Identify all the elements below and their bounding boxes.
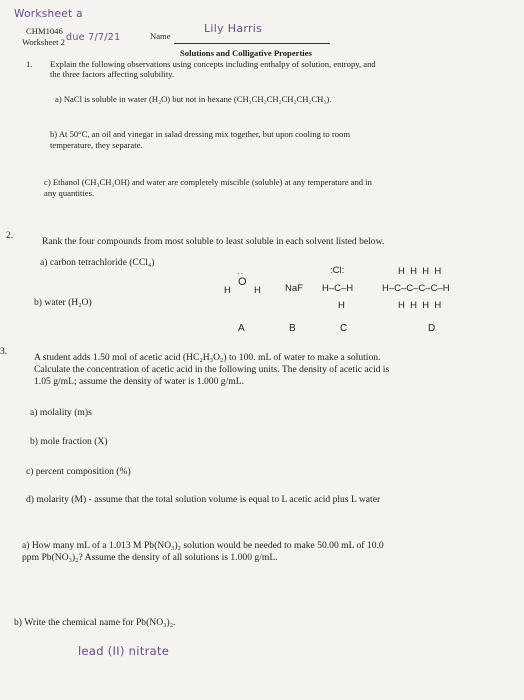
q4-part-a-line2: ppm Pb(NO₃)₂? Assume the density of all solutions is 1.000 g/mL. xyxy=(22,552,278,563)
butane-bottom-row: H H H H xyxy=(398,300,442,311)
q2-part-a: a) carbon tetrachloride (CCl₄) xyxy=(40,257,155,268)
ccl-bottom-hydrogen: H xyxy=(338,300,345,311)
compound-label-c: C xyxy=(340,323,348,334)
handwritten-due-date: due 7/7/21 xyxy=(66,32,121,43)
oxygen-lone-pair-top: ·· xyxy=(237,269,245,278)
handwritten-name: Lily Harris xyxy=(204,22,263,35)
worksheet-number: Worksheet 2 xyxy=(22,37,65,47)
q2-prompt: Rank the four compounds from most soluble to least soluble in each solvent listed below. xyxy=(42,236,385,247)
q1-part-b-line2: temperature, they separate. xyxy=(50,140,143,150)
name-label: Name xyxy=(150,31,171,41)
q3-prompt-line1: A student adds 1.50 mol of acetic acid (HC₂H₃O₂) to 100. mL of water to make a solution. xyxy=(34,352,381,363)
q3-part-d: d) molarity (M) - assume that the total solution volume is equal to L acetic acid plus L water xyxy=(26,494,381,505)
name-line xyxy=(174,43,330,44)
q1-part-c-line2: any quantities. xyxy=(44,188,95,198)
q1-part-c-line1: c) Ethanol (CH₃CH₂OH) and water are completely miscible (soluble) at any temperature and in xyxy=(44,177,372,187)
q2-number: 2. xyxy=(6,230,14,241)
handwritten-title: Worksheet a xyxy=(14,8,83,20)
q4-part-b: b) Write the chemical name for Pb(NO₃)₂. xyxy=(14,617,176,628)
q3-part-c: c) percent composition (%) xyxy=(26,466,131,477)
q4-part-a-line1: a) How many mL of a 1.013 M Pb(NO₃)₂ solution would be needed to make 50.00 mL of 10.0 xyxy=(22,540,384,551)
water-hydrogen-left: H xyxy=(224,285,231,296)
compound-label-b: B xyxy=(289,323,296,334)
q3-prompt-line2: Calculate the concentration of acetic acid in the following units. The density of acetic acid is xyxy=(34,364,390,375)
q1-part-a: a) NaCl is soluble in water (H₂O) but not in hexane (CH₃CH₂CH₂CH₂CH₂CH₃). xyxy=(55,94,332,104)
q2-part-b: b) water (H₂O) xyxy=(34,297,92,308)
worksheet-title: Solutions and Colligative Properties xyxy=(180,48,312,58)
q3-number: 3. xyxy=(0,346,8,357)
q1-number: 1. xyxy=(26,59,33,69)
q1-prompt-line1: Explain the following observations using concepts including enthalpy of solution, entropy, and xyxy=(50,59,376,69)
course-code: CHM1046 xyxy=(26,26,63,36)
sodium-fluoride: NaF xyxy=(285,283,303,294)
water-oxygen: O xyxy=(238,276,247,288)
ccl-middle-row: H–C–H xyxy=(322,283,354,294)
butane-middle-row: H–C–C–C–C–H xyxy=(382,283,450,294)
handwritten-answer: lead (II) nitrate xyxy=(78,644,170,658)
q3-prompt-line3: 1.05 g/mL; assume the density of water is 1.000 g/mL. xyxy=(34,376,244,387)
butane-top-row: H H H H xyxy=(398,266,442,277)
q1-prompt-line2: the three factors affecting solubility. xyxy=(50,69,175,79)
compound-label-a: A xyxy=(238,323,245,334)
q1-part-b-line1: b) At 50°C, an oil and vinegar in salad dressing mix together, but upon cooling to room xyxy=(50,129,351,139)
q3-part-b: b) mole fraction (X) xyxy=(30,436,108,447)
q3-part-a: a) molality (m)s xyxy=(30,407,92,418)
compound-label-d: D xyxy=(428,323,436,334)
water-hydrogen-right: H xyxy=(254,285,261,296)
ccl-top-chlorine: :Cl: xyxy=(330,265,345,276)
